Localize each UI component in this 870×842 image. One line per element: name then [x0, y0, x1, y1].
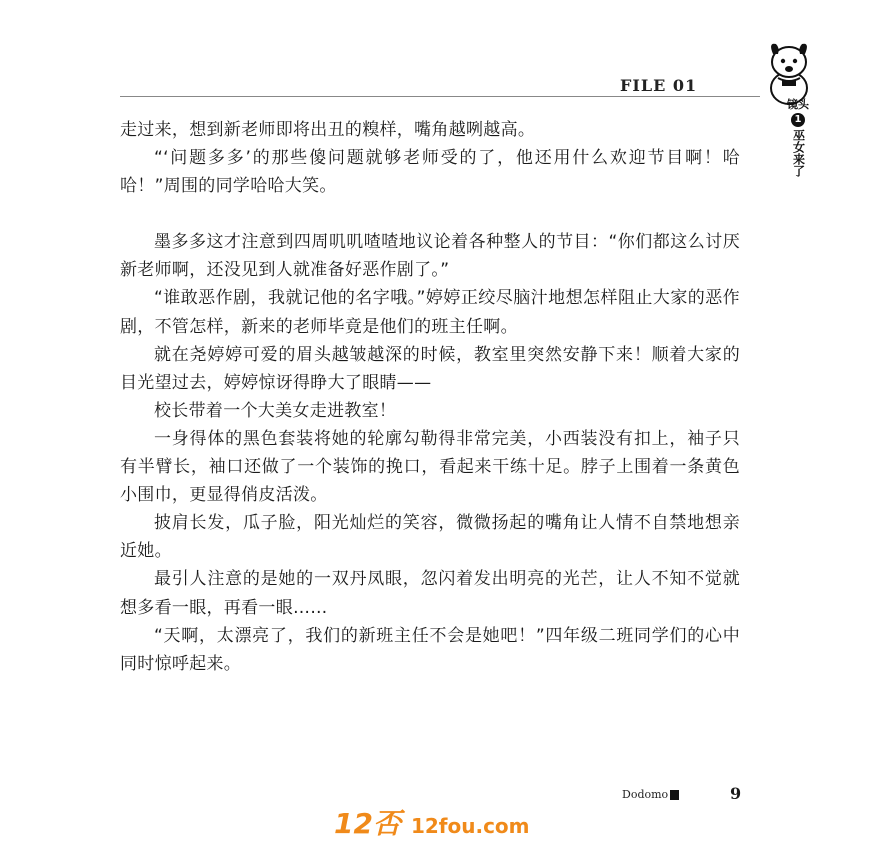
chapter-head: 镜头 — [787, 98, 809, 111]
page-number: 9 — [730, 784, 742, 803]
watermark-logo: 12否 — [334, 807, 401, 840]
paragraph: “‘问题多多’的那些傻问题就够老师受的了，他还用什么欢迎节目啊！哈哈！”周围的同学哈哈大笑。 — [120, 148, 740, 197]
paragraph-gap — [120, 200, 740, 228]
brand-square-icon — [670, 790, 679, 800]
paragraph: “谁敢恶作剧，我就记他的名字哦。”婷婷正绞尽脑汁地想怎样阻止大家的恶作剧，不管怎样，新来的老师毕竟是他们的班主任啊。 — [120, 288, 740, 337]
watermark-site: 12fou.com — [410, 814, 530, 838]
chapter-title: 巫女来了 — [791, 129, 806, 177]
paragraph: 校长带着一个大美女走进教室！ — [154, 400, 397, 421]
paragraph: 就在尧婷婷可爱的眉头越皱越深的时候，教室里突然安静下来！顺着大家的目光望过去，婷婷惊讶得睁大了眼睛—— — [120, 344, 740, 393]
brand-name: Dodomo — [622, 788, 669, 801]
paragraph: 一身得体的黑色套装将她的轮廓勾勒得非常完美，小西装没有扣上，袖子只有半臂长，袖口还做了一个装饰的挽口，看起来干练十足。脖子上围着一条黄色小围巾，更显得俏皮活泼。 — [120, 428, 740, 506]
watermark — [334, 802, 530, 842]
file-label: FILE 01 — [620, 76, 698, 95]
paragraph: 最引人注意的是她的一双丹凤眼，忽闪着发出明亮的光芒，让人不知不觉就想多看一眼，再看一眼…… — [120, 569, 740, 618]
paragraph: 披肩长发，瓜子脸，阳光灿烂的笑容，微微扬起的嘴角让人情不自禁地想亲近她。 — [120, 513, 740, 562]
paragraph: “天啊，太漂亮了，我们的新班主任不会是她吧！”四年级二班同学们的心中同时惊呼起来。 — [120, 625, 740, 674]
chapter-number: 1 — [791, 113, 805, 127]
body-text — [120, 116, 740, 678]
paragraph: 走过来，想到新老师即将出丑的糗样，嘴角越咧越高。 — [120, 120, 536, 140]
chapter-marker — [778, 98, 818, 177]
header-rule — [120, 96, 760, 97]
footer-brand — [622, 788, 679, 801]
paragraph: 墨多多这才注意到四周叽叽喳喳地议论着各种整人的节目：“你们都这么讨厌新老师啊，还没见到人就准备好恶作剧了。” — [120, 232, 740, 281]
